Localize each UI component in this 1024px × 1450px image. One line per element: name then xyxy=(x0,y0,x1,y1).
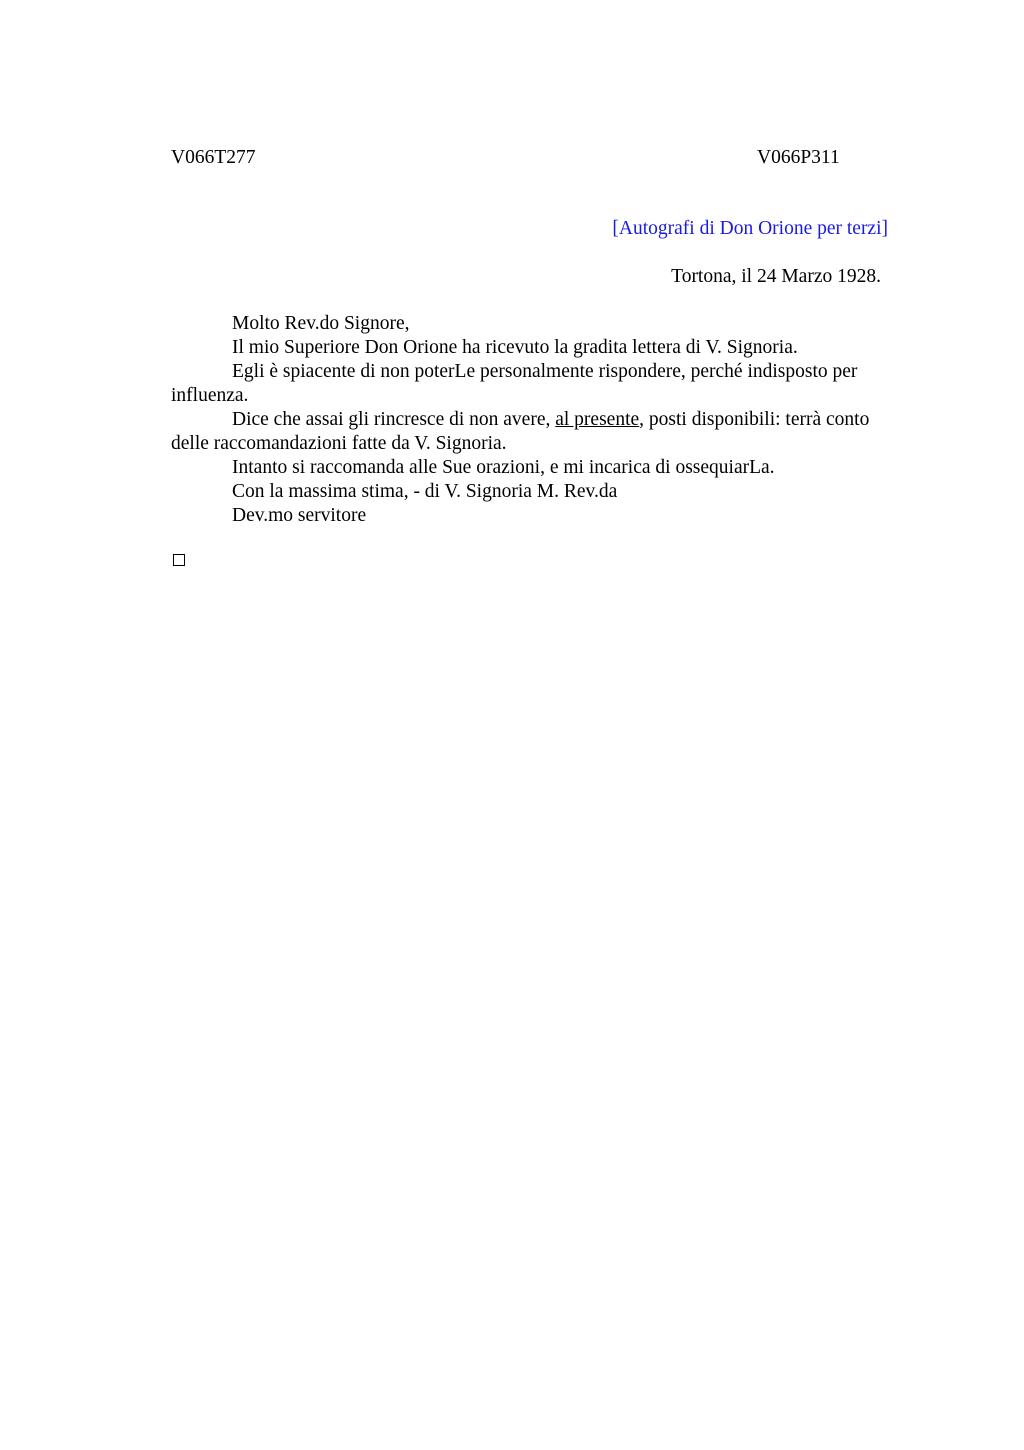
paragraph-3-text-end: , posti disponibili: terrà conto delle raccomandazioni fatte da V. Signoria. xyxy=(171,409,870,454)
letter-paragraph-3 xyxy=(171,408,911,456)
paragraph-3-text-start: Dice che assai gli rincresce di non avere, xyxy=(232,409,556,430)
place-date-line: Tortona, il 24 Marzo 1928. xyxy=(671,266,881,287)
letter-paragraph-1: Il mio Superiore Don Orione ha ricevuto la gradita lettera di V. Signoria. xyxy=(232,337,798,358)
letter-paragraph-4: Intanto si raccomanda alle Sue orazioni, e mi incarica di ossequiarLa. xyxy=(232,457,775,478)
empty-square-icon xyxy=(173,554,185,566)
document-code-left: V066T277 xyxy=(171,147,256,168)
letter-closing: Con la massima stima, - di V. Signoria M. Rev.da xyxy=(232,481,618,502)
document-code-right: V066P311 xyxy=(757,147,840,168)
underlined-phrase: al presente xyxy=(555,409,640,430)
letter-body xyxy=(171,312,911,528)
letter-paragraph-2: Egli è spiacente di non poterLe personalmente rispondere, perché indisposto per influenza. xyxy=(171,361,858,406)
letter-salutation: Molto Rev.do Signore, xyxy=(232,313,410,334)
section-heading: [Autografi di Don Orione per terzi] xyxy=(612,218,888,239)
letter-signature: Dev.mo servitore xyxy=(232,505,367,526)
